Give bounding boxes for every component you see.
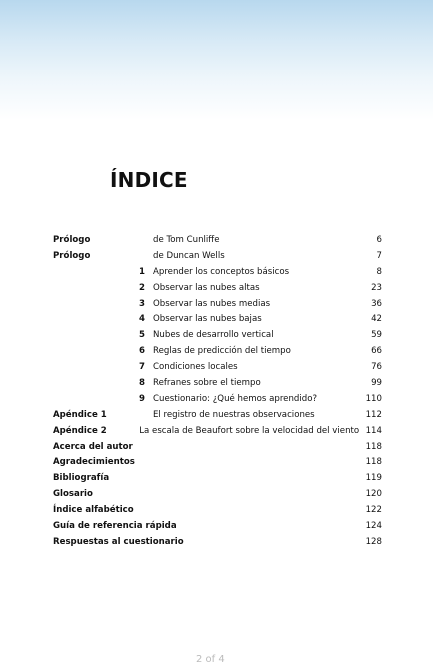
toc-entry-title: Respuestas al cuestionario [53,536,184,547]
toc-chapter-number: 2 [139,282,145,293]
toc-entry [53,249,382,265]
toc-entry [53,233,382,249]
toc-chapter-number: 3 [139,298,145,309]
toc-entry-title: Condiciones locales [153,362,238,373]
toc-entry [53,471,382,487]
toc-page-number: 128 [365,536,382,547]
toc-page-number: 118 [365,441,382,452]
toc-entry-title: La escala de Beaufort sobre la velocidad del viento [139,425,360,436]
toc-chapter-number: 7 [139,362,145,373]
toc-entry-title: Acerca del autor [53,441,133,452]
toc-entry-title: de Tom Cunliffe [153,235,220,245]
toc-entry-title: de Duncan Wells [153,250,225,261]
toc-page-number: 36 [371,298,382,309]
toc-entry-title: El registro de nuestras observaciones [153,409,315,420]
toc-entry [53,376,382,392]
toc-entry-title: Guía de referencia rápida [53,521,177,532]
toc-page-number: 110 [365,393,382,404]
toc-entry-title: Cuestionario: ¿Qué hemos aprendido? [153,393,318,404]
table-of-contents [53,233,382,551]
toc-chapter-number: 8 [139,378,145,389]
toc-chapter-number: 6 [139,346,145,357]
toc-entry [53,487,382,503]
toc-page-number: 114 [365,425,382,436]
toc-entry [53,455,382,471]
toc-page-number: 118 [365,457,382,468]
toc-entry [53,360,382,376]
toc-page-number: 122 [365,505,382,516]
toc-entry-title: Aprender los conceptos básicos [153,266,290,277]
toc-page-number: 6 [376,235,382,245]
toc-entry-title: Observar las nubes altas [153,282,260,293]
toc-entry-title: Nubes de desarrollo vertical [153,330,274,341]
toc-entry-label: Apéndice 1 [53,409,107,420]
toc-entry [53,297,382,313]
toc-entry-title: Refranes sobre el tiempo [153,378,261,389]
toc-entry-title: Índice alfabético [53,505,134,516]
toc-entry [53,408,382,424]
toc-page-number: 23 [371,282,382,293]
toc-entry-title: Observar las nubes medias [153,298,271,309]
toc-page-number: 76 [371,362,382,373]
toc-page-number: 119 [365,473,382,484]
toc-page-number: 99 [371,378,382,389]
toc-entry-title: Bibliografía [53,473,110,484]
toc-entry [53,344,382,360]
toc-entry [53,440,382,456]
toc-entry [53,392,382,408]
toc-entry-label: Prólogo [53,250,91,261]
page-indicator: 2 of 4 [196,654,225,665]
toc-entry [53,519,382,535]
toc-entry [53,328,382,344]
toc-entry-label: Prólogo [53,235,91,245]
toc-chapter-number: 5 [139,330,145,341]
toc-entry-title: Agradecimientos [53,457,135,468]
sky-header-gradient [0,0,433,120]
toc-entry [53,265,382,281]
toc-page-number: 66 [371,346,382,357]
toc-entry [53,535,382,551]
toc-chapter-number: 9 [139,393,145,404]
page-title: ÍNDICE [110,168,188,192]
toc-entry [53,424,382,440]
toc-entry-title: Reglas de predicción del tiempo [153,346,291,357]
toc-page-number: 59 [371,330,382,341]
toc-page-number: 42 [371,314,382,325]
toc-entry [53,281,382,297]
toc-entry-label: Apéndice 2 [53,425,107,436]
toc-entry-title: Observar las nubes bajas [153,314,262,325]
toc-entry [53,312,382,328]
toc-chapter-number: 4 [139,314,145,325]
toc-page-number: 8 [376,266,382,277]
toc-entry [53,503,382,519]
toc-chapter-number: 1 [139,266,145,277]
toc-page-number: 112 [365,409,382,420]
toc-entry-title: Glosario [53,489,93,500]
toc-page-number: 120 [365,489,382,500]
toc-page-number: 124 [365,521,382,532]
toc-page-number: 7 [376,250,382,261]
